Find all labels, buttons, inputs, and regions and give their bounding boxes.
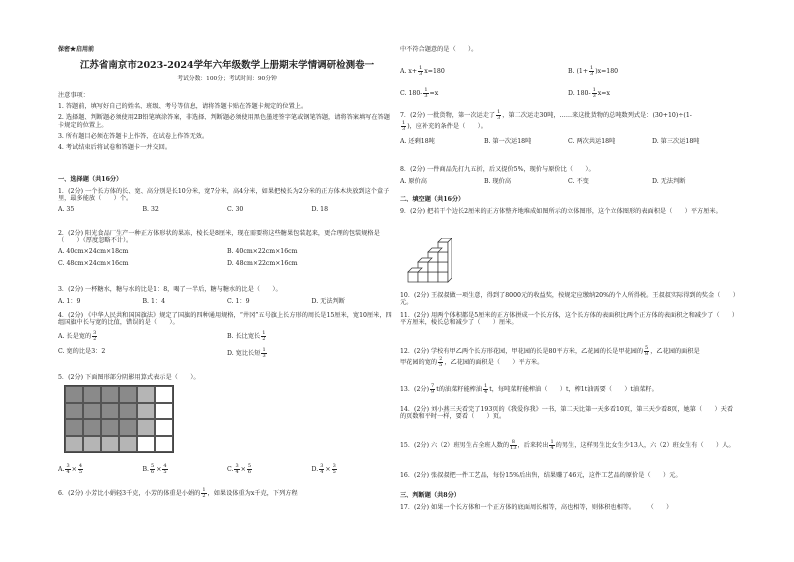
option-a[interactable]: A. $\frac{3}{4}$ × $\frac{4}{5}$ <box>58 463 82 475</box>
options-row <box>58 298 396 305</box>
question-text: ，乙花园的面积是 <box>650 348 700 355</box>
fraction: $\frac{1}{4}$ <box>484 383 488 395</box>
exam-info: 考试分数：100分；考试时间：90分钟 <box>177 76 277 82</box>
question-text: )，应补充的条件是（ ）。 <box>407 123 487 130</box>
fraction: $\frac{1}{2}$ <box>262 330 266 343</box>
question-text: ，第二次运走30吨，……来这批货物的总吨数列式是：(30+10)÷(1- <box>502 112 692 119</box>
option-d[interactable]: D. 48cm×22cm×16cm <box>227 259 298 267</box>
option-c[interactable]: C. 宽的比是3：2 <box>58 348 106 356</box>
option-c[interactable]: C. 48cm×24cm×16cm <box>58 259 129 267</box>
fraction: $\frac{1}{3}$ <box>262 347 266 360</box>
fraction: $\frac{1}{3}$ <box>497 109 501 121</box>
question-text: 的男生，这样男生比女生少13人，六（2）班女生有（ ）人。 <box>555 442 735 449</box>
option-c[interactable]: C. 1：9 <box>227 298 250 306</box>
options-row <box>400 66 736 77</box>
option-d[interactable] <box>227 348 396 359</box>
option-d[interactable]: D. $\frac{3}{4}$ × $\frac{3}{5}$ <box>311 463 336 475</box>
fraction: $\frac{3}{2}$ <box>93 330 97 343</box>
option-c[interactable]: C. $\frac{3}{4}$ × $\frac{5}{6}$ <box>227 463 252 475</box>
note-item: 2. 选择题、判断题必须使用2B铅笔填涂答案，非选择、判断题必须使用黑色墨迹签字笔或钢笔答题，请将答案填写在答题卡规定的位置上。 <box>58 114 390 129</box>
question-2 <box>58 230 396 267</box>
option-text: A. 长是宽的 <box>58 333 92 341</box>
question-10: 10．(2分) 王叔叔做一项生意，得到了8000元的收益奖，按规定应缴纳20%的个人所得税。王叔叔实际得到的奖金（ ）元。 <box>400 292 736 307</box>
question-9: 9．(2分) 把若干个边长2厘米的正方体整齐地堆成如图所示的立体图形，这个立体图形的表面积是（ ）平方厘米。 <box>400 208 722 215</box>
note-item: 3. 所有题目必须在答题卡上作答，在试卷上作答无效。 <box>58 132 209 140</box>
fraction: $\frac{2}{5}$ <box>439 356 443 368</box>
section-judge: 三、判断题（共8分） <box>400 492 460 499</box>
right-column <box>400 0 736 562</box>
options-row <box>400 178 736 185</box>
notes-title: 注意事项： <box>58 92 89 99</box>
left-column <box>58 0 396 562</box>
question-text: 13．(2分) <box>400 386 430 393</box>
options-row <box>400 88 736 99</box>
option-d[interactable]: D. 无法判断 <box>652 178 686 186</box>
question-text: 15．(2分) 六（2）班男生占全班人数的 <box>400 442 510 449</box>
option-a[interactable]: A. x+ $\frac{1}{3}$ x=180 <box>400 65 445 77</box>
option-a[interactable]: A. 35 <box>58 206 75 214</box>
question-text: ，后来转出 <box>517 442 549 449</box>
question-3 <box>58 286 396 305</box>
question-13 <box>400 384 736 395</box>
options-row <box>58 260 396 267</box>
fraction: $\frac{1}{2}$ <box>202 487 206 499</box>
question-text: 1．(2分) 一个长方体的长、宽、高分别是长10分米，宽7分米，高4分米，如果把棱长为2分米的正方体木块放到这个盒子里，最多能放（ ）个。 <box>58 188 390 203</box>
fraction: $\frac{1}{3}$ <box>402 120 406 132</box>
option-b[interactable]: B. 现价高 <box>484 178 512 186</box>
option-text: B. 长比宽长 <box>227 333 261 341</box>
question-14: 14．(2分) 刘小燕三天看完了193页的《我爱你我》一书，第二天比第一天多看10页，第三天少看8页，她第（ ）天看的页数和平时一样，要看（ ）页。 <box>400 406 734 421</box>
option-b[interactable]: B. 第一次运18吨 <box>484 138 532 145</box>
options-row <box>58 331 396 342</box>
question-1 <box>58 188 396 214</box>
shaded-grid-figure <box>64 385 174 453</box>
section-choice: 一、选择题（共16分） <box>58 176 123 183</box>
question-text: 8．(2分) 一件商品先打九五折，后又提价5%，现价与原价比（ ）。 <box>400 166 595 173</box>
question-6 <box>58 488 396 499</box>
question-text: 甲花园的宽的 <box>400 359 438 366</box>
question-text: ，如果设体重为x千克，下列方程 <box>207 490 298 497</box>
note-item: 4. 考试结束后将试卷和答题卡一并交回。 <box>58 144 172 152</box>
fraction: $\frac{7}{9}$ <box>431 383 435 395</box>
option-b[interactable]: B. $\frac{5}{6}$ × $\frac{4}{5}$ <box>142 463 167 475</box>
fraction: $\frac{8}{13}$ <box>510 439 517 451</box>
option-c[interactable]: C. 不变 <box>568 178 589 186</box>
question-5-options <box>58 464 396 475</box>
page-title: 江苏省南京市2023-2024学年六年级数学上册期末学情调研检测卷一 <box>79 60 375 71</box>
question-text: 2．(2分) 阳光食品厂生产一种正方体形状的果冻，棱长是8厘米，现在需要将这些糖果包装起来，更合理的包装规格是（ ）（厚度忽略不计）。 <box>58 230 380 245</box>
question-8 <box>400 166 736 185</box>
secret-label: 保密★启用前 <box>58 46 95 53</box>
question-17: 17．(2分) 如果一个长方体和一个正方体的底面周长相等，高也相等，则体积也相等。 （ ） <box>400 504 673 511</box>
option-c[interactable]: C. 两次共运18吨 <box>568 138 616 145</box>
question-text: ，乙花园的面积是（ ）平方米。 <box>444 359 544 366</box>
question-5: 5．(2分) 下面图形部分阴影用算式表示是（ ）。 <box>58 374 200 381</box>
option-d[interactable]: D. 18 <box>311 206 329 214</box>
note-item: 1. 答题前，填写好自己的姓名、班级、考号等信息，请将答题卡贴在答题卡规定的位置上。 <box>58 103 308 111</box>
option-a[interactable]: A. 1：9 <box>58 298 81 306</box>
fraction: $\frac{5}{8}$ <box>645 345 649 357</box>
cube-stack-figure <box>406 238 452 286</box>
option-a[interactable]: A. 40cm×24cm×18cm <box>58 248 129 256</box>
question-text: t的油菜籽能榨油 <box>436 386 483 393</box>
question-16: 16．(2分) 张叔叔把一件工艺品，每份15%后出售，结果赚了46元，这件工艺品的原价是（ ）元。 <box>400 472 682 479</box>
option-b[interactable]: B. (1+ $\frac{1}{3}$ )x=180 <box>568 65 619 77</box>
option-c[interactable]: C. 30 <box>227 206 244 214</box>
option-b[interactable]: B. 1：4 <box>142 298 166 306</box>
question-4 <box>58 312 396 359</box>
question-12 <box>400 346 736 368</box>
question-text: 3．(2分) 一杯糖水，糖与水的比是1：8，喝了一半后，糖与糖水的比是（ ）。 <box>58 286 282 293</box>
question-text: 4．(2分) 《中华人民共和国国旗法》规定了国旗的四种通用规格，“井冈”五号旗上长方形的周长是15厘米，宽10厘米，四组国旗中长与宽的比值，错误的是（ ）。 <box>58 312 392 327</box>
question-text: 7．(2分) 一批货物，第一次运走了 <box>400 112 496 119</box>
option-d[interactable]: D. 无法判断 <box>311 298 345 306</box>
notes-block <box>58 92 396 151</box>
option-d[interactable]: D. 180- $\frac{1}{3}$ x=x <box>568 87 610 99</box>
option-text: D. 宽比长短 <box>227 350 261 358</box>
fraction: $\frac{1}{4}$ <box>550 439 554 451</box>
option-a[interactable]: A. 还剩18吨 <box>400 138 435 145</box>
question-7 <box>400 110 736 145</box>
option-d[interactable]: D. 第三次运18吨 <box>652 138 700 145</box>
options-row <box>58 348 396 359</box>
option-c[interactable]: C. 180- $\frac{1}{3}$ =x <box>400 87 439 99</box>
question-text: 12．(2分) 学校有甲乙两个长方形花园，甲花园的长是80平方米，乙花园的长是甲花园的 <box>400 348 644 355</box>
question-11: 11．(2分) 用两个体积都是5厘米的正方体拼成一个长方体，这个长方体的表面积比两个正方体的表面积之和减少了（ ）平方厘米，棱长总和减少了（ ）厘米。 <box>400 312 736 327</box>
question-6-cont: 中不符合题意的是（ ）。 <box>400 46 478 53</box>
option-b[interactable]: B. 40cm×22cm×16cm <box>227 248 298 256</box>
section-fill: 二、填空题（共16分） <box>400 196 465 203</box>
options-row <box>400 138 736 145</box>
question-text: 6．(2分) 小芳比小娟轻3千克，小芳的体重是小娟的 <box>58 490 201 497</box>
question-15 <box>400 440 736 451</box>
option-b[interactable] <box>227 331 396 342</box>
option-b[interactable]: B. 32 <box>142 206 159 214</box>
question-text: t，每吨菜籽能榨油（ ）t，榨1t油需要（ ）t油菜籽。 <box>489 386 658 393</box>
options-row <box>58 248 396 255</box>
options-row <box>58 206 396 213</box>
option-a[interactable]: A. 原价高 <box>400 178 427 186</box>
option-a[interactable] <box>58 331 227 342</box>
